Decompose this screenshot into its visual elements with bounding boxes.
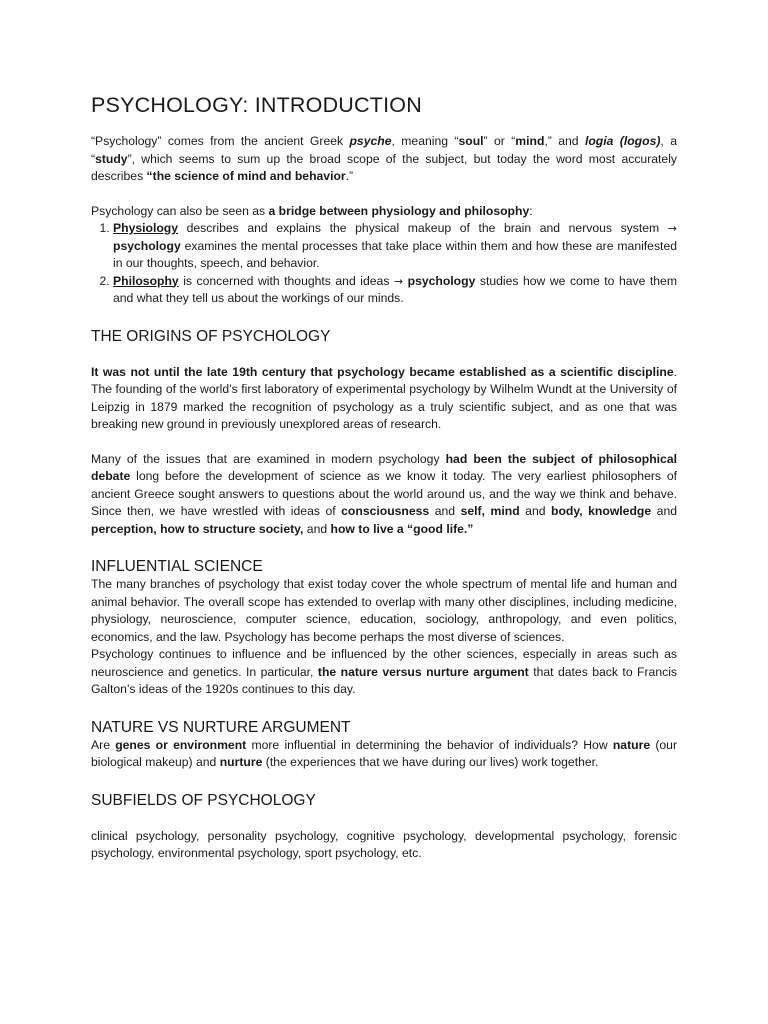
subfields-paragraph: clinical psychology, personality psychology, cognitive psychology, developmental psychology, forensic psychology, environmental psychology, sport psychology, etc. bbox=[91, 828, 677, 860]
list-item: 1. Physiology describes and explains the physical makeup of the brain and nervous system → psychology examines the mental processes that take place within them and how these are manifested in our thoughts, speech, and behavior. bbox=[113, 220, 677, 273]
arrow-right-icon: → bbox=[667, 222, 677, 235]
page-title: PSYCHOLOGY: INTRODUCTION bbox=[91, 93, 422, 117]
origins-paragraph-1: It was not until the late 19th century that psychology became established as a scientific discipline. The founding of the world’s first laboratory of experimental psychology by Wilhelm Wundt at the University of Leipzig in 1879 marked the recognition of psychology as a truly scientific subject, and as one that was breaking new ground in previously unexplored areas of research. bbox=[91, 364, 677, 431]
document-body bbox=[91, 93, 677, 863]
nature-paragraph: Are genes or environment more influential in determining the behavior of individuals? How nature (our biological makeup) and nurture (the experiences that we have during our lives) work together. bbox=[91, 737, 678, 769]
section-heading-influential: INFLUENTIAL SCIENCE bbox=[91, 558, 263, 575]
influential-paragraph-1: The many branches of psychology that exist today cover the whole spectrum of mental life and human and animal behavior. The overall scope has extended to overlap with many other disciplines, including medicine, physiology, neuroscience, computer science, education, sociology, anthropology, and even politics, economics, and the law. Psychology has become perhaps the most diverse of sciences. bbox=[91, 577, 677, 644]
bridge-list bbox=[91, 220, 677, 308]
section-heading-nature: NATURE VS NURTURE ARGUMENT bbox=[91, 718, 351, 736]
bridge-paragraph: Psychology can also be seen as a bridge between physiology and philosophy: bbox=[91, 203, 533, 218]
origins-paragraph-2: Many of the issues that are examined in modern psychology had been the subject of philosophical debate long before the development of science as we know it today. The very earliest philosophers of ancient Greece sought answers to questions about the world around us, and the way we think and behave. Since then, we have wrestled with ideas of consciousness and self, mind and body, knowledge and perception, how to structure society, and how to live a “good life.” bbox=[91, 451, 677, 536]
influential-paragraph-2: Psychology continues to influence and be influenced by the other sciences, especially in areas such as neuroscience and genetics. In particular, the nature versus nurture argument that dates back to Francis Galton’s ideas of the 1920s continues to this day. bbox=[91, 647, 678, 696]
arrow-right-icon: → bbox=[393, 274, 404, 288]
list-item: 2. Philosophy is concerned with thoughts and ideas → psychology studies how we come to have them and what they tell us about the workings of our minds. bbox=[113, 273, 677, 308]
section-heading-origins: THE ORIGINS OF PSYCHOLOGY bbox=[91, 327, 331, 345]
section-heading-subfields: SUBFIELDS OF PSYCHOLOGY bbox=[91, 791, 316, 809]
intro-paragraph: “Psychology” comes from the ancient Greek psyche, meaning “soul” or “mind,” and logia (logos), a “study”, which seems to sum up the broad scope of the subject, but today the word most accurately describes “the science of mind and behavior.” bbox=[91, 134, 677, 183]
